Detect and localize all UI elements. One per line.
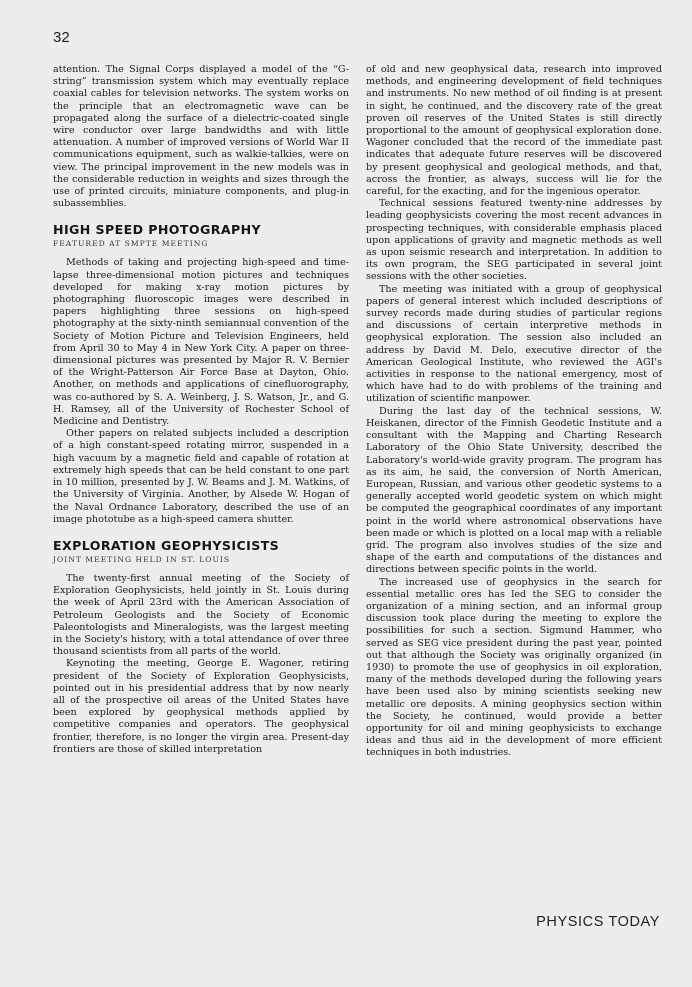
body-paragraph: During the last day of the technical sessions, W. Heiskanen, director of the Finnish Geodetic Institute and a consultant with the Mapping and Charting Research Laboratory of the Ohio State University, described the Laboratory's world-wide gravity program. The program has as its aim, he said, the conversion of North American, European, Russian, and various other geodetic systems to a generally accepted world geodetic system on which might be computed the geographical coordinates of any important point in the world where astronomical observations have been made or which is plotted on a local map with a reliable grid. The program also involves studies of the size and shape of the earth and computations of the distances and directions between specific points in the world.: [366, 405, 662, 576]
section-heading-exploration-geophysicists: EXPLORATION GEOPHYSICISTS: [53, 537, 280, 553]
publication-footer: PHYSICS TODAY: [536, 914, 660, 930]
body-paragraph: of old and new geophysical data, research into improved methods, and engineering development of field techniques and instruments. No new method of oil finding is at present in sight, he continued, and the discovery rate of the great proven oil reserves of the United States is still directly proportional to the amount of geophysical exploration done. Wagoner concluded that the record of the immediate past indicates that adequate future reserves will be discovered by present geophysical and geological methods, and that, across the frontier, as always, success will lie for the careful, for the exacting, and for the ingenious operator.: [366, 64, 662, 198]
body-paragraph: The meeting was initiated with a group of geophysical papers of general interest which included descriptions of survey records made during studies of particular regions and discussions of certain interpretive methods in geophysical exploration. The session also included an address by David M. Delo, executive director of the American Geological Institute, who reviewed the AGI's activities in response to the national emergency, most of which have had to do with problems of the training and utilization of scientific manpower.: [366, 283, 662, 405]
body-paragraph: Other papers on related subjects included a description of a high constant-speed rotating mirror, suspended in a high vacuum by a magnetic field and capable of rotation at extremely high speeds that can be held constant to one part in 10 million, presented by J. W. Beams and J. M. Watkins, of the University of Virginia. Another, by Alsede W. Hogan of the Naval Ordnance Laboratory, described the use of an image phototube as a high-speed camera shutter.: [53, 428, 349, 525]
right-column: [366, 64, 662, 760]
section-heading-high-speed-photography: HIGH SPEED PHOTOGRAPHY: [53, 222, 262, 238]
left-column: [53, 64, 349, 756]
body-paragraph: Keynoting the meeting, George E. Wagoner, retiring president of the Society of Exploration Geophysicists, pointed out in his presidential address that by now nearly all of the prospective oil areas of the United States have been explored by geophysical methods applied by competitive companies and operators. The geophysical frontier, therefore, is no longer the virgin area. Present-day frontiers are those of skilled interpretation: [53, 658, 349, 755]
body-paragraph: Methods of taking and projecting high-speed and time-lapse three-dimensional motion pictures and techniques developed for making x-ray motion pictures by photographing fluoroscopic images were described in papers highlighting three sessions on high-speed photography at the sixty-ninth semiannual convention of the Society of Motion Picture and Television Engineers, held from April 30 to May 4 in New York City. A paper on three-dimensional pictures was presented by Major R. V. Bernier of the Wright-Patterson Air Force Base at Dayton, Ohio. Another, on methods and applications of cinefluorography, was co-authored by S. A. Weinberg, J. S. Watson, Jr., and G. H. Ramsey, all of the University of Rochester School of Medicine and Dentistry.: [53, 257, 349, 428]
body-paragraph: Technical sessions featured twenty-nine addresses by leading geophysicists covering the most recent advances in prospecting techniques, with considerable emphasis placed upon applications of gravity and magnetic methods as well as upon seismic research and interpretation. In addition to its own program, the SEG participated in several joint sessions with the other societies.: [366, 198, 662, 283]
intro-paragraph: attention. The Signal Corps displayed a model of the “G-string” transmission system which may eventually replace coaxial cables for television networks. The system works on the principle that an electromagnetic wave can be propagated along the surface of a dielectric-coated single wire conductor over large bandwidths and with little attenuation. A number of improved versions of World War II communications equipment, such as walkie-talkies, were on view. The principal improvement in the new models was in the considerable reduction in weights and sizes through the use of printed circuits, miniature components, and plug-in subassemblies.: [53, 64, 349, 210]
body-paragraph: The increased use of geophysics in the search for essential metallic ores has led the SEG to consider the organization of a mining section, and an informal group discussion took place during the meeting to explore the possibilities for such a section. Sigmund Hammer, who served as SEG vice president during the past year, pointed out that although the Society was originally organized (in 1930) to promote the use of geophysics in oil exploration, many of the methods developed during the following years have been used also by mining scientists seeking new metallic ore deposits. A mining geophysics section within the Society, he continued, would provide a better opportunity for oil and mining geophysicists to exchange ideas and thus aid in the development of more efficient techniques in both industries.: [366, 576, 662, 759]
page-number: 32: [53, 29, 70, 46]
body-paragraph: The twenty-first annual meeting of the Society of Exploration Geophysicists, held jointly in St. Louis during the week of April 23rd with the American Association of Petroleum Geologists and the Society of Economic Paleontologists and Mineralogists, was the largest meeting in the Society's history, with a total attendance of over three thousand scientists from all parts of the world.: [53, 572, 349, 658]
section-subheading-smpte: FEATURED AT SMPTE MEETING: [53, 239, 209, 249]
section-subheading-st-louis: JOINT MEETING HELD IN ST. LOUIS: [53, 554, 231, 564]
